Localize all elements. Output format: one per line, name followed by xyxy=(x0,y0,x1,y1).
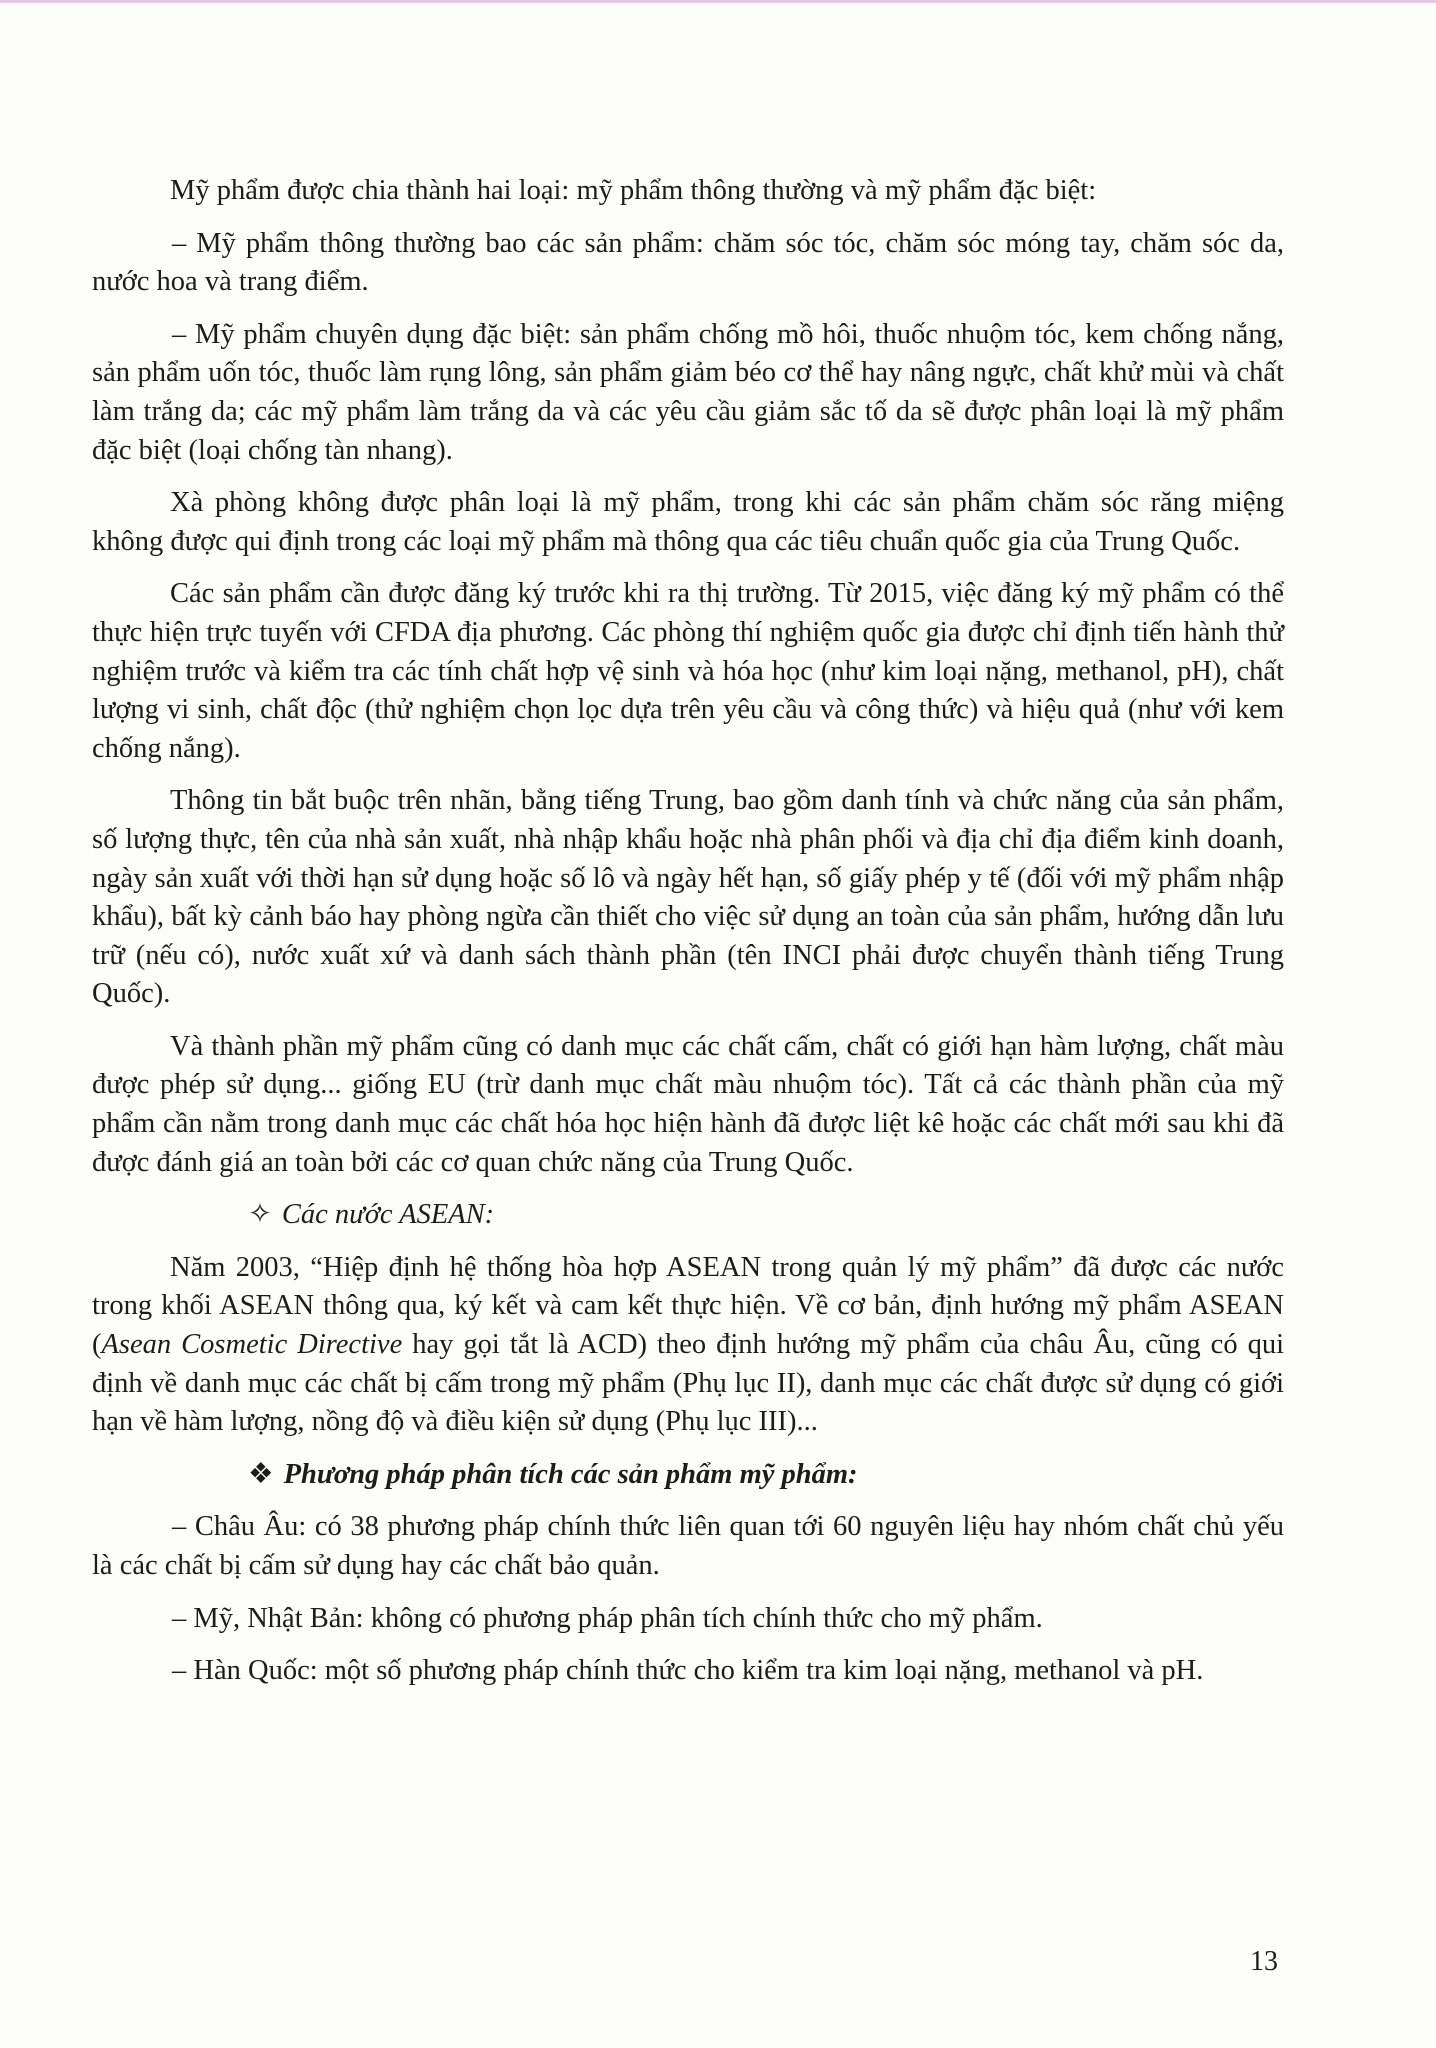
list-item-text: Mỹ phẩm chuyên dụng đặc biệt: sản phẩm chống mồ hôi, thuốc nhuộm tóc, kem chống nắng, sản phẩm uốn tóc, thuốc làm rụng lông, sản phẩm giảm béo cơ thể hay nâng ngực, chất khử mùi và chất làm trắng da; các mỹ phẩm làm trắng da và các yêu cầu giảm sắc tố da sẽ được phân loại là mỹ phẩm đặc biệt (loại chống tàn nhang). xyxy=(92,318,1284,466)
page-number: 13 xyxy=(1250,1946,1278,1977)
heading-text: Các nước ASEAN: xyxy=(281,1199,495,1231)
paragraph-asean-agreement xyxy=(92,1249,1284,1442)
section-heading-asean xyxy=(92,1196,1284,1235)
paragraph-registration: Các sản phẩm cần được đăng ký trước khi ra thị trường. Từ 2015, việc đăng ký mỹ phẩm có thể thực hiện trực tuyến với CFDA địa phương. Các phòng thí nghiệm quốc gia được chỉ định tiến hành thử nghiệm trước và kiểm tra các tính chất hợp vệ sinh và hóa học (như kim loại nặng, methanol, pH), chất lượng vi sinh, chất độc (thử nghiệm chọn lọc dựa trên yêu cầu và công thức) và hiệu quả (như với kem chống nắng). xyxy=(92,578,1284,764)
list-item-text: Mỹ phẩm thông thường bao các sản phẩm: chăm sóc tóc, chăm sóc móng tay, chăm sóc da, nước hoa và trang điểm. xyxy=(92,227,1285,298)
list-item-europe xyxy=(92,1508,1284,1585)
paragraph-labeling: Thông tin bắt buộc trên nhãn, bằng tiếng Trung, bao gồm danh tính và chức năng của sản phẩm, số lượng thực, tên của nhà sản xuất, nhà nhập khẩu hoặc nhà phân phối và địa chỉ địa điểm kinh doanh, ngày sản xuất với thời hạn sử dụng hoặc số lô và ngày hết hạn, số giấy phép y tế (đối với mỹ phẩm nhập khẩu), bất kỳ cảnh báo hay phòng ngừa cần thiết cho việc sử dụng an toàn của sản phẩm, hướng dẫn lưu trữ (nếu có), nước xuất xứ và danh sách thành phần (tên INCI phải được chuyển thành tiếng Trung Quốc). xyxy=(92,785,1284,1010)
four-diamond-bullet-icon: ❖ xyxy=(248,1458,274,1490)
paragraph-soap: Xà phòng không được phân loại là mỹ phẩm, trong khi các sản phẩm chăm sóc răng miệng không được qui định trong các loại mỹ phẩm mà thông qua các tiêu chuẩn quốc gia của Trung Quốc. xyxy=(92,487,1284,557)
top-edge-rule xyxy=(0,0,1436,3)
body-text xyxy=(92,172,1284,1705)
list-item-ordinary-cosmetics xyxy=(92,225,1284,302)
list-item-text: Mỹ, Nhật Bản: không có phương pháp phân tích chính thức cho mỹ phẩm. xyxy=(193,1602,1043,1634)
diamond-bullet-icon: ✧ xyxy=(248,1199,272,1231)
paragraph-text-part: hay gọi tắt là ACD) theo định hướng mỹ phẩm của châu Âu, cũng có qui định về danh mục các chất bị cấm trong mỹ phẩm (Phụ lục II), danh mục các chất được sử dụng có giới hạn về hàm lượng, nồng độ và điều kiện sử dụng (Phụ lục III)... xyxy=(92,1329,1285,1438)
section-heading-methods xyxy=(92,1456,1284,1495)
heading-text: Phương pháp phân tích các sản phẩm mỹ phẩm: xyxy=(283,1458,858,1490)
dash-marker: – xyxy=(172,227,187,259)
list-item-us-japan xyxy=(92,1600,1284,1639)
paragraph-italic-term: Asean Cosmetic Directive xyxy=(101,1329,403,1361)
list-item-special-cosmetics xyxy=(92,316,1284,470)
dash-marker: – xyxy=(172,1602,187,1634)
list-item-korea xyxy=(92,1652,1284,1691)
list-item-text: Hàn Quốc: một số phương pháp chính thức cho kiểm tra kim loại nặng, methanol và pH. xyxy=(193,1655,1204,1687)
dash-marker: – xyxy=(172,1511,187,1543)
paragraph-classification: Mỹ phẩm được chia thành hai loại: mỹ phẩm thông thường và mỹ phẩm đặc biệt: xyxy=(170,175,1097,206)
dash-marker: – xyxy=(172,318,187,350)
list-item-text: Châu Âu: có 38 phương pháp chính thức liên quan tới 60 nguyên liệu hay nhóm chất chủ yếu là các chất bị cấm sử dụng hay các chất bảo quản. xyxy=(92,1511,1284,1581)
paragraph-ingredients: Và thành phần mỹ phẩm cũng có danh mục các chất cấm, chất có giới hạn hàm lượng, chất màu được phép sử dụng... giống EU (trừ danh mục chất màu nhuộm tóc). Tất cả các thành phần của mỹ phẩm cần nằm trong danh mục các chất hóa học hiện hành đã được liệt kê hoặc các chất mới sau khi đã được đánh giá an toàn bởi các cơ quan chức năng của Trung Quốc. xyxy=(92,1030,1284,1178)
paragraph-text-part: Năm 2003, “Hiệp định hệ thống hòa hợp ASEAN trong quản lý mỹ phẩm” đã được các nước trong khối ASEAN thông qua, ký kết và cam kết thực hiện. Về cơ bản, định hướng mỹ phẩm ASEAN ( xyxy=(92,1251,1284,1361)
dash-marker: – xyxy=(172,1655,187,1687)
